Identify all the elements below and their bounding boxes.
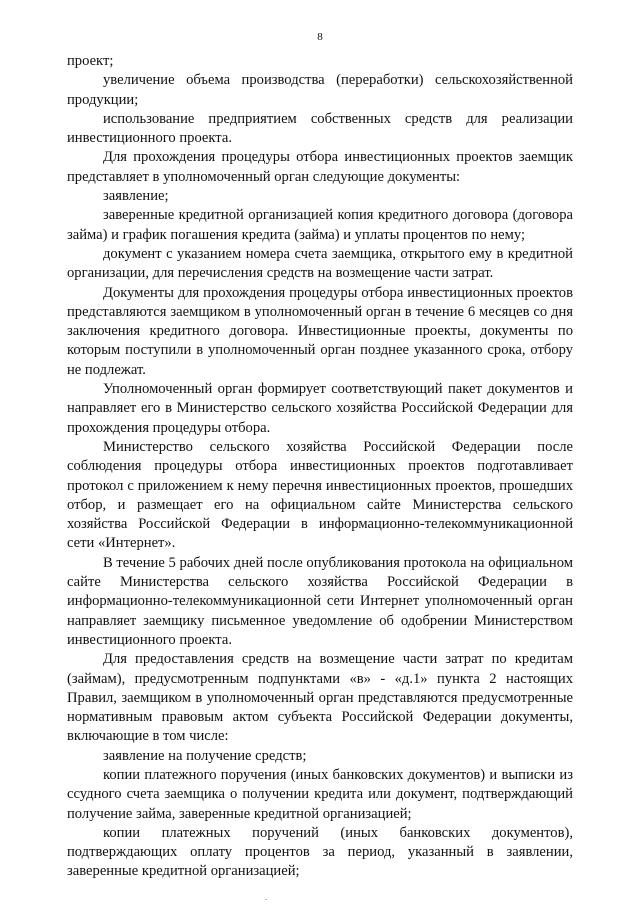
paragraph: увеличение объема производства (переработки) сельскохозяйственной продукции; <box>67 72 573 108</box>
paragraph: копии платежного поручения (иных банковских документов) и выписки из ссудного счета заемщика о получении кредита или документ, подтверждающий получение займа, заверенные кредитной организацией; <box>67 766 573 822</box>
paragraph: заявление; <box>103 188 169 205</box>
paragraph: копии платежных поручений (иных банковских документов), подтверждающих оплату процентов за период, указанный в заявлении, заверенные кредитной организацией; <box>67 824 573 880</box>
paragraph: использование предприятием собственных средств для реализации инвестиционного проекта. <box>67 110 573 147</box>
paragraph: Министерство сельского хозяйства Российской Федерации после соблюдения процедуры отбора инвестиционных проектов подготавливает протокол с приложением к нему перечня инвестиционных проектов, прошедших отбор, и размещает его на официальном сайте Министерства сельского хозяйства Российской Федерации в информационно-телекоммуникационной сети «Интернет». <box>67 438 573 552</box>
paragraph: Для прохождения процедуры отбора инвестиционных проектов заемщик представляет в уполномоченный орган следующие документы: <box>67 149 573 185</box>
paragraph: заверенные кредитной организацией копия кредитного договора (договора займа) и график погашения кредита (займа) и уплаты процентов по нему; <box>67 207 573 243</box>
page-number: 8 <box>317 31 323 43</box>
paragraph: заявление на получение средств; <box>103 747 307 764</box>
paragraph: документ с указанием номера счета заемщика, открытого ему в кредитной организации, для перечисления средств на возмещение части затрат. <box>67 245 573 282</box>
paragraph: проект; <box>67 53 114 69</box>
paragraph: В течение 5 рабочих дней после опубликования протокола на официальном сайте Министерства сельского хозяйства Российской Федерации в информационно-телекоммуникационной сети Интернет уполномоченный орган направляет заемщику письменное уведомление об одобрении Министерством инвестиционного проекта. <box>67 554 573 648</box>
paragraph: Документы для прохождения процедуры отбора инвестиционных проектов представляются заемщиком в уполномоченный орган в течение 6 месяцев со дня заключения кредитного договора. Инвестиционные проекты, документы по которым поступили в уполномоченный орган позднее указанного срока, отбору не подлежат. <box>67 284 573 378</box>
paragraph: Уполномоченный орган формирует соответствующий пакет документов и направляет его в Министерство сельского хозяйства Российской Федерации для прохождения процедуры отбора. <box>67 381 573 436</box>
document-body <box>67 52 573 882</box>
footer-mark: . <box>265 893 267 902</box>
paragraph: Для предоставления средств на возмещение части затрат по кредитам (займам), предусмотренным подпунктами «в» - «д.1» пункта 2 настоящих Правил, заемщиком в уполномоченный орган представляются предусмотренные нормативным правовым актом субъекта Российской Федерации документы, включающие в том числе: <box>67 651 573 745</box>
